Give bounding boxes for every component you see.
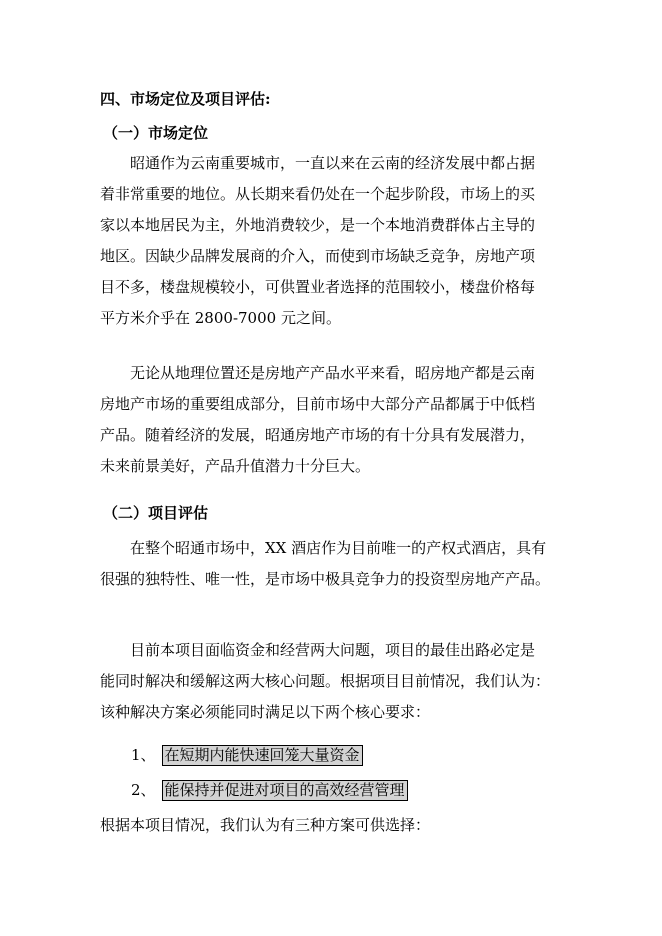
market-positioning-paragraph-1 (100, 148, 558, 334)
requirement-item-1 (131, 745, 363, 766)
project-evaluation-paragraph-2 (100, 635, 558, 728)
section-heading: 四、市场定位及项目评估: (100, 90, 271, 108)
text-line: 目前本项目面临资金和经营两大问题，项目的最佳出路必定是 (130, 641, 536, 659)
requirement-text-highlighted: 能保持并促进对项目的高效经营管理 (162, 780, 408, 801)
requirement-number: 1、 (131, 746, 156, 764)
text-line: 着非常重要的地位。从长期来看仍处在一个起步阶段，市场上的买 (100, 185, 536, 203)
text-line: 地区。因缺少品牌发展商的介入，而使到市场缺乏竞争，房地产项 (100, 247, 536, 265)
text-line: 房地产市场的重要组成部分，目前市场中大部分产品都属于中低档 (100, 395, 536, 413)
closing-paragraph (100, 810, 558, 841)
text-line: 无论从地理位置还是房地产产品水平来看，昭房地产都是云南 (130, 364, 536, 382)
text-line: 产品。随着经济的发展，昭通房地产市场的有十分具有发展潜力， (100, 426, 536, 444)
text-line: 昭通作为云南重要城市，一直以来在云南的经济发展中都占据 (130, 154, 536, 172)
text-line: 该种解决方案必须能同时满足以下两个核心要求： (100, 703, 431, 721)
requirement-item-2 (131, 780, 408, 801)
requirement-number: 2、 (131, 781, 156, 799)
text-line: 在整个昭通市场中，XX 酒店作为目前唯一的产权式酒店，具有 (130, 539, 547, 557)
text-line: 能同时解决和缓解这两大核心问题。根据项目目前情况，我们认为： (100, 672, 551, 690)
text-line: 很强的独特性、唯一性，是市场中极具竞争力的投资型房地产产品。 (100, 570, 551, 588)
requirement-text-highlighted: 在短期内能快速回笼大量资金 (162, 745, 363, 766)
market-positioning-paragraph-2 (100, 358, 558, 482)
project-evaluation-paragraph-1 (100, 533, 558, 595)
subsection-heading-market-positioning: （一）市场定位 (103, 124, 209, 142)
text-line: 目不多，楼盘规模较小，可供置业者选择的范围较小，楼盘价格每 (100, 278, 536, 296)
text-line: 平方米介乎在 2800-7000 元之间。 (100, 309, 341, 327)
subsection-heading-project-evaluation: （二）项目评估 (103, 504, 209, 522)
text-line: 根据本项目情况，我们认为有三种方案可供选择： (100, 816, 431, 834)
text-line: 未来前景美好，产品升值潜力十分巨大。 (100, 457, 371, 475)
text-line: 家以本地居民为主，外地消费较少，是一个本地消费群体占主导的 (100, 216, 536, 234)
